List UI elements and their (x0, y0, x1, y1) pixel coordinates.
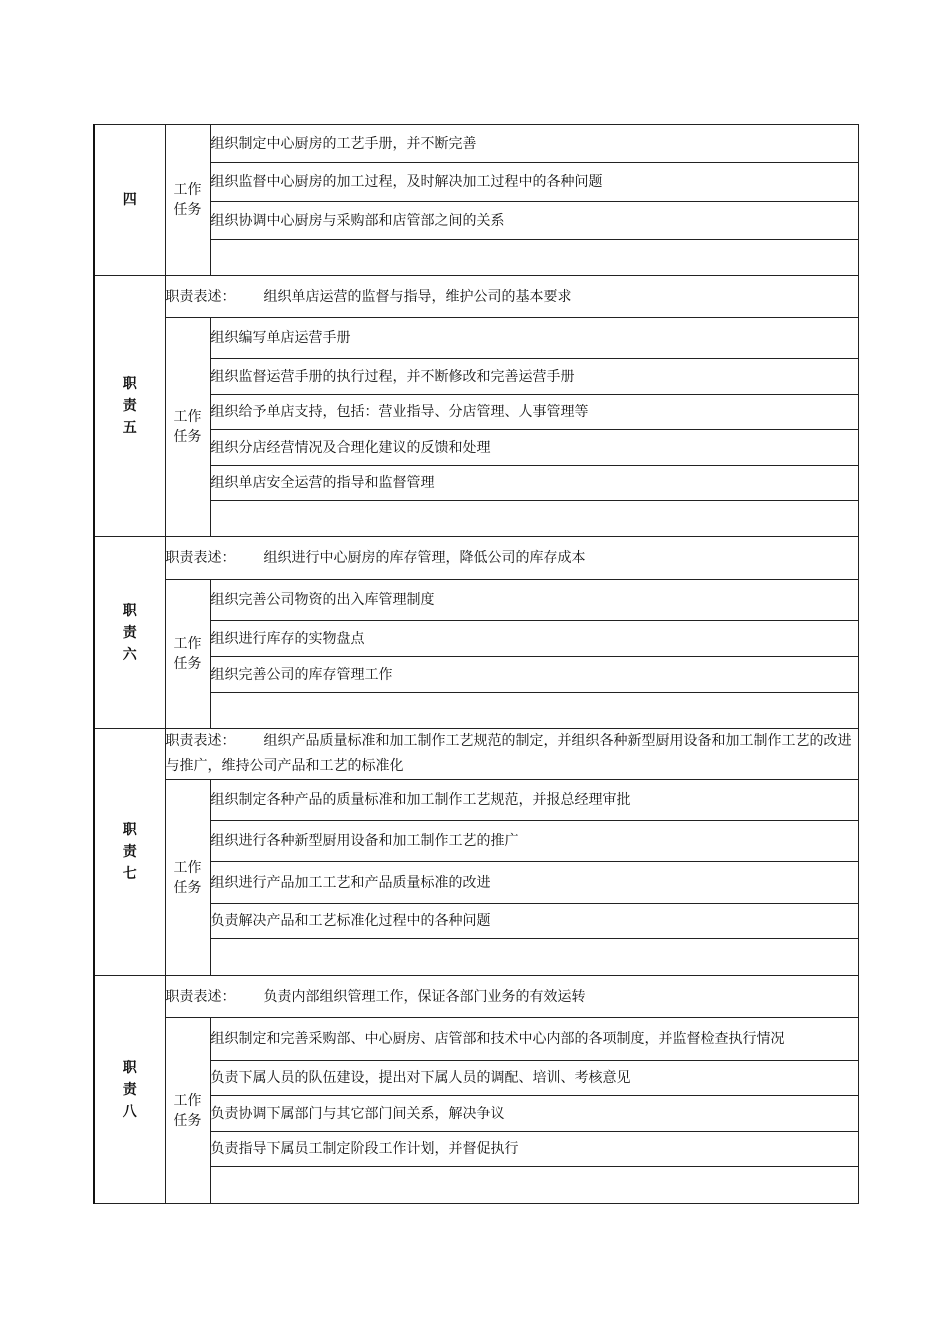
task-item: 负责下属人员的队伍建设，提出对下属人员的调配、培训、考核意见 (210, 1061, 858, 1096)
duty-summary: 职责表述： 组织进行中心厨房的库存管理，降低公司的库存成本 (165, 537, 858, 580)
task-item (210, 939, 858, 976)
task-item: 组织完善公司物资的出入库管理制度 (210, 580, 858, 621)
task-item: 组织给予单店支持，包括：营业指导、分店管理、人事管理等 (210, 395, 858, 430)
task-item (210, 1167, 858, 1204)
tasks-label: 工作 任务 (165, 318, 210, 537)
task-item (210, 501, 858, 537)
section-label: 职 责 八 (94, 976, 165, 1204)
task-item: 负责指导下属员工制定阶段工作计划，并督促执行 (210, 1132, 858, 1167)
task-item (210, 693, 858, 729)
task-item: 负责解决产品和工艺标准化过程中的各种问题 (210, 904, 858, 939)
section-label: 职 责 七 (94, 729, 165, 976)
duty-summary: 职责表述： 组织产品质量标准和加工制作工艺规范的制定，并组织各种新型厨用设备和加工制作工艺的改进与推广，维持公司产品和工艺的标准化 (165, 729, 858, 780)
duties-table (93, 124, 859, 1204)
task-item: 组织进行库存的实物盘点 (210, 621, 858, 657)
tasks-label: 工作 任务 (165, 780, 210, 976)
task-item: 组织制定中心厨房的工艺手册，并不断完善 (210, 125, 858, 163)
task-item: 组织进行产品加工工艺和产品质量标准的改进 (210, 862, 858, 904)
duty-summary: 职责表述： 组织单店运营的监督与指导，维护公司的基本要求 (165, 276, 858, 318)
task-item: 组织监督中心厨房的加工过程，及时解决加工过程中的各种问题 (210, 163, 858, 202)
task-item: 组织监督运营手册的执行过程，并不断修改和完善运营手册 (210, 359, 858, 395)
task-item: 组织协调中心厨房与采购部和店管部之间的关系 (210, 202, 858, 240)
section-label: 职 责 五 (94, 276, 165, 537)
tasks-label: 工作 任务 (165, 1018, 210, 1204)
task-item: 组织单店安全运营的指导和监督管理 (210, 466, 858, 501)
section-label: 职 责 六 (94, 537, 165, 729)
task-item: 负责协调下属部门与其它部门间关系，解决争议 (210, 1096, 858, 1132)
task-item: 组织完善公司的库存管理工作 (210, 657, 858, 693)
task-item: 组织分店经营情况及合理化建议的反馈和处理 (210, 430, 858, 466)
task-item: 组织制定各种产品的质量标准和加工制作工艺规范，并报总经理审批 (210, 780, 858, 821)
task-item (210, 240, 858, 276)
section-label: 四 (94, 125, 165, 276)
task-item: 组织进行各种新型厨用设备和加工制作工艺的推广 (210, 821, 858, 862)
task-item: 组织编写单店运营手册 (210, 318, 858, 359)
duty-summary: 职责表述： 负责内部组织管理工作，保证各部门业务的有效运转 (165, 976, 858, 1018)
tasks-label: 工作 任务 (165, 580, 210, 729)
tasks-label: 工作 任务 (165, 125, 210, 276)
task-item: 组织制定和完善采购部、中心厨房、店管部和技术中心内部的各项制度，并监督检查执行情况 (210, 1018, 858, 1061)
